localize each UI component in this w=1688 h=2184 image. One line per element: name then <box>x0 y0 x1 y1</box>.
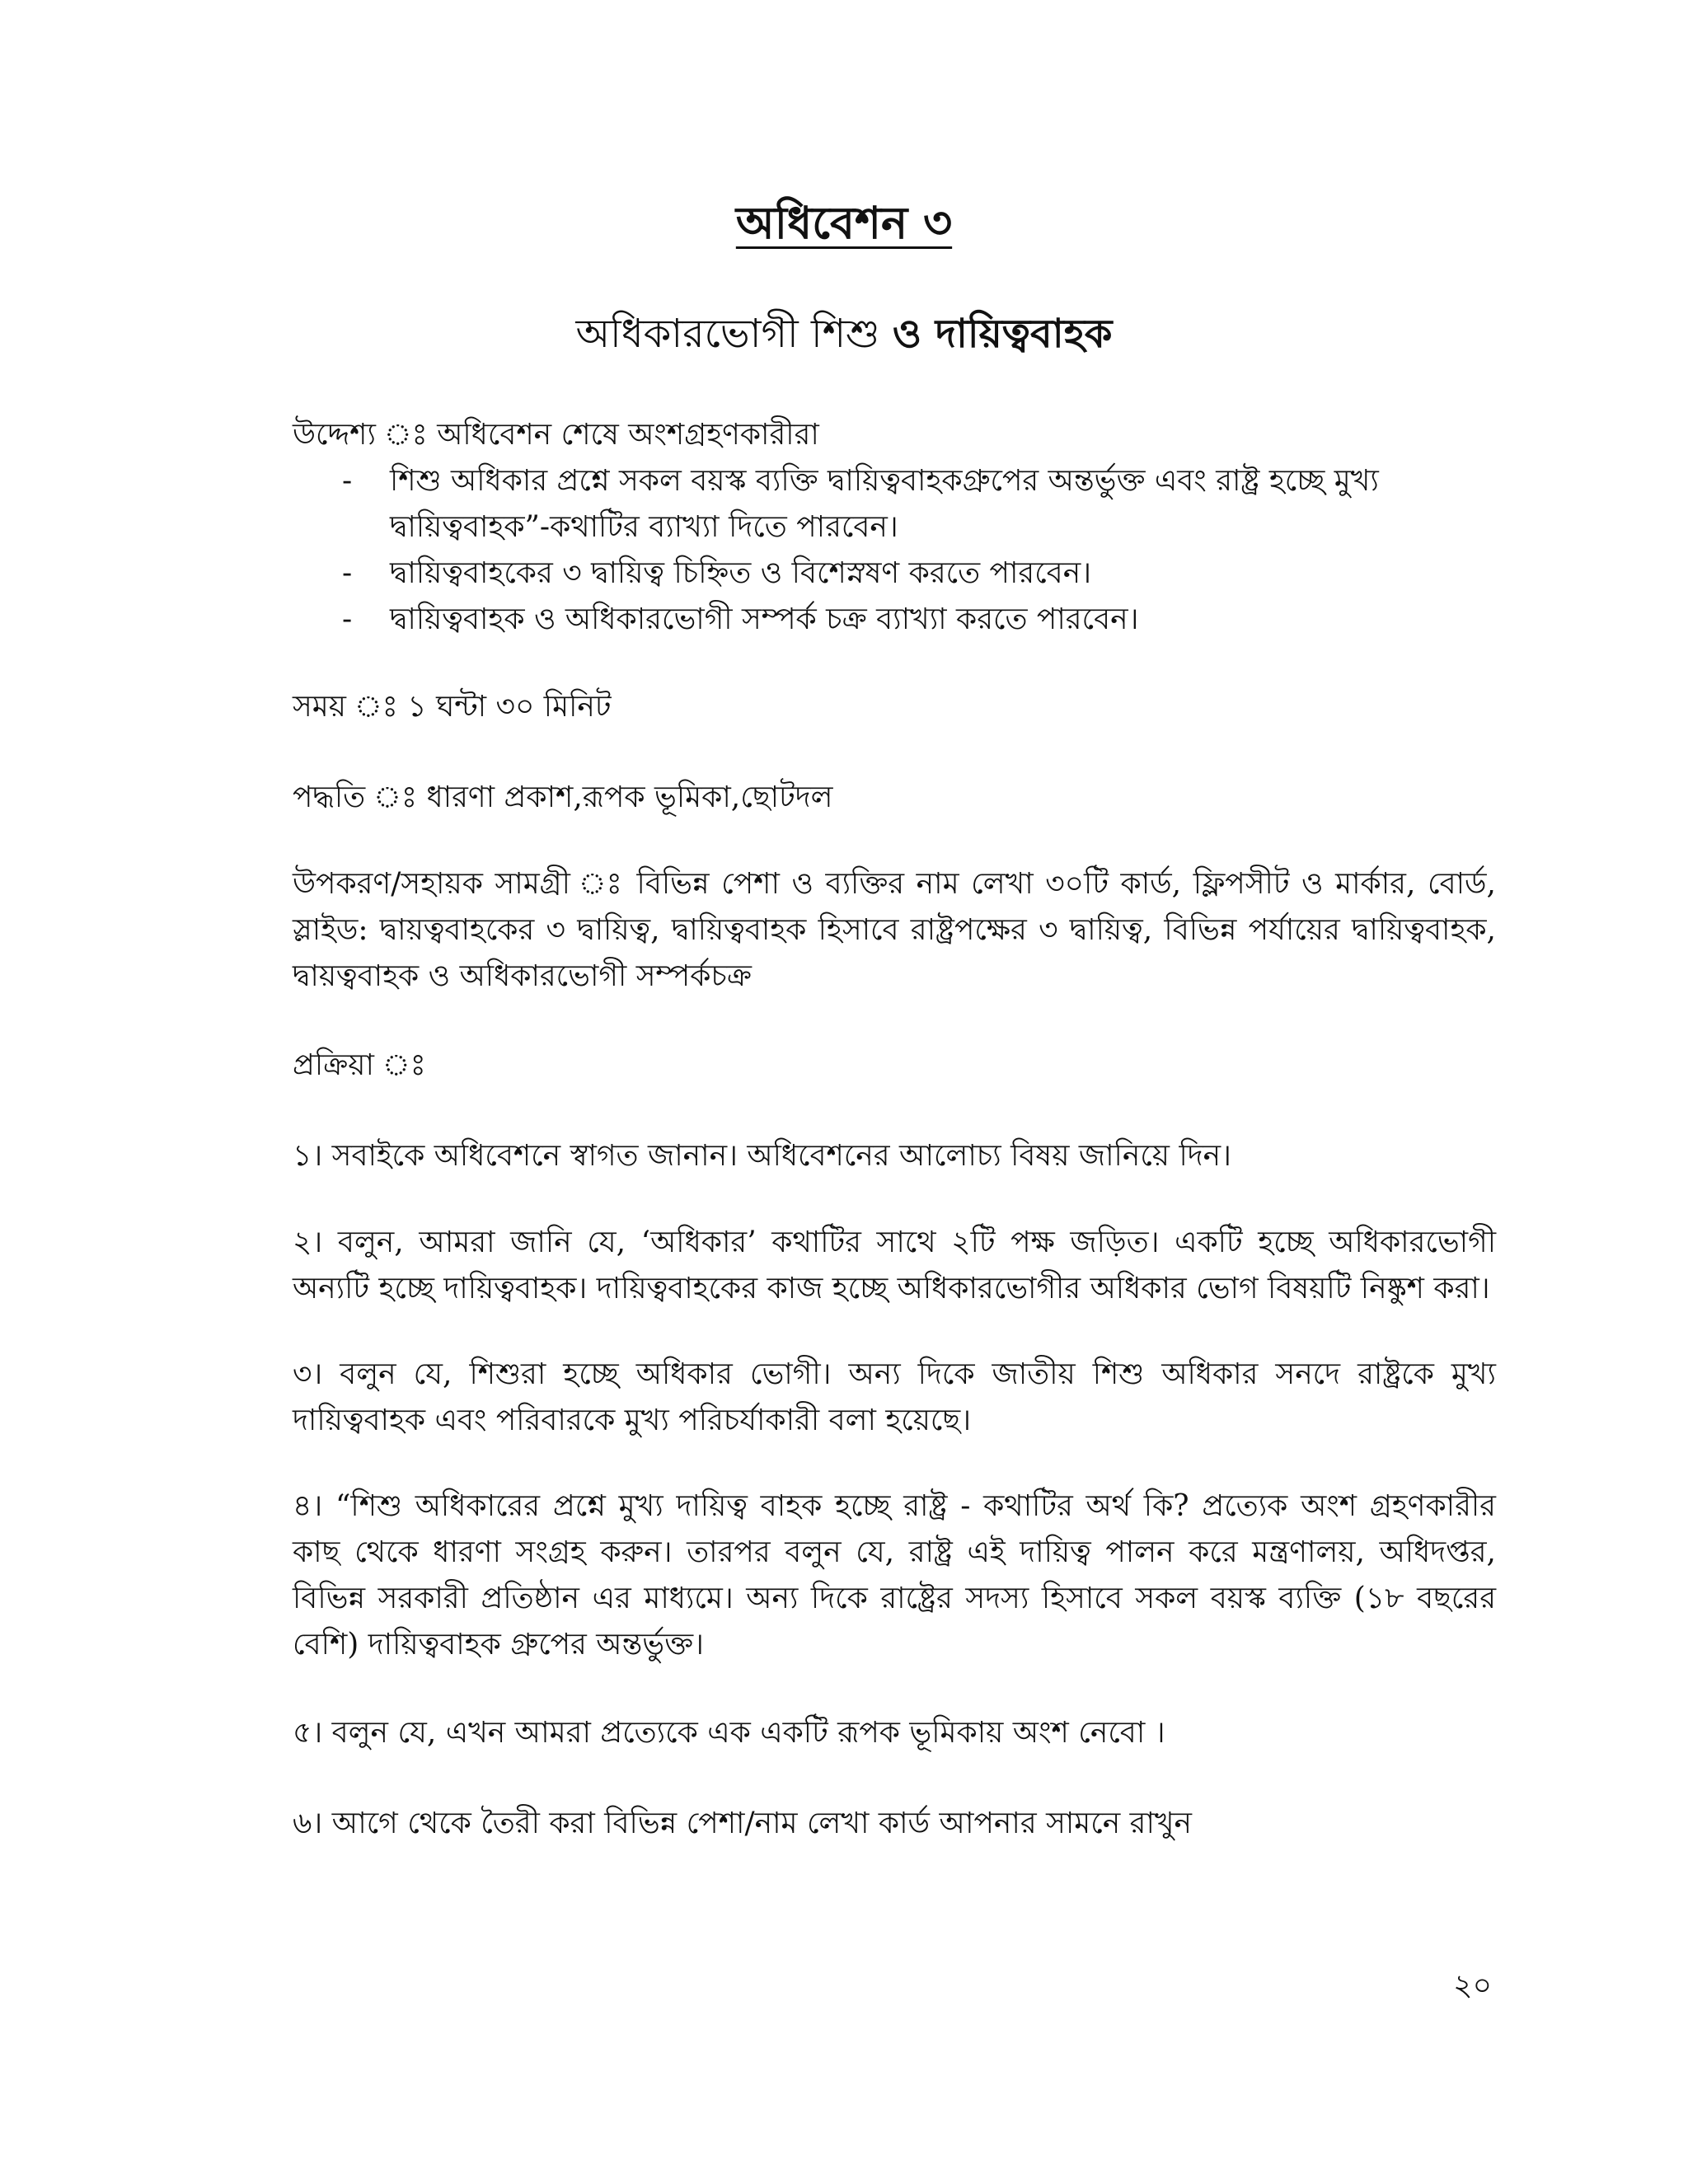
time-line: সময় ঃ ১ ঘন্টা ৩০ মিনিট <box>293 690 612 724</box>
step-4: ৪। “শিশু অধিকারের প্রশ্নে মুখ্য দায়িত্ব বাহক হচ্ছে রাষ্ট্র - কথাটির অর্থ কি? প্রত্যেক অংশ গ্রহণকারীর কাছ থেকে ধারণা সংগ্রহ করুন। তারপর বলুন যে, রাষ্ট্র এই দায়িত্ব পালন করে মন্ত্রণালয়, অধিদপ্তর, বিভিন্ন সরকারী প্রতিষ্ঠান এর মাধ্যমে। অন্য দিকে রাষ্ট্রের সদস্য হিসাবে সকল বয়স্ক ব্যক্তি (১৮ বছরের বেশি) দায়িত্ববাহক গ্রুপের অন্তর্ভুক্ত। <box>293 1489 1496 1661</box>
process-label: প্রক্রিয়া ঃ <box>293 1048 426 1082</box>
subtitle-part-2: ও দায়িত্ববাহক <box>892 311 1113 357</box>
dash-marker: - <box>342 556 353 590</box>
objective-item-text: শিশু অধিকার প্রশ্নে সকল বয়স্ক ব্যক্তি দ্বায়িত্ববাহকগ্রুপের অন্তর্ভুক্ত এবং রাষ্ট্র হচ্ছে মুখ্য দ্বায়িত্ববাহক”-কথাটির ব্যাখ্যা দিতে পারবেন। <box>390 464 1379 544</box>
session-title <box>0 194 1688 251</box>
step-1: ১। সবাইকে অধিবেশনে স্বাগত জানান। অধিবেশনের আলোচ্য বিষয় জানিয়ে দিন। <box>293 1139 1232 1173</box>
objective-item <box>293 597 1496 643</box>
step-2: ২। বলুন, আমরা জানি যে, ‘অধিকার’ কথাটির সাথে ২টি পক্ষ জড়িত। একটি হচ্ছে অধিকারভোগী অন্যটি হচ্ছে দায়িত্ববাহক। দায়িত্ববাহকের কাজ হচ্ছে অধিকারভোগীর অধিকার ভোগ বিষয়টি নিষ্কুশ করা। <box>293 1226 1496 1305</box>
objective-item-text: দ্বায়িত্ববাহকের ৩ দ্বায়িত্ব চিহ্নিত ও বিশেস্নষণ করতে পারবেন। <box>390 556 1092 590</box>
materials-paragraph: উপকরণ/সহায়ক সামগ্রী ঃ বিভিন্ন পেশা ও ব্যক্তির নাম লেখা ৩০টি কার্ড, ফ্লিপসীট ও মার্কার, বোর্ড, স্লাইড: দ্বায়ত্ববাহকের ৩ দ্বায়িত্ব, দ্বায়িত্ববাহক হিসাবে রাষ্ট্রপক্ষের ৩ দ্বায়িত্ব, বিভিন্ন পর্যায়ের দ্বায়িত্ববাহক, দ্বায়ত্ববাহক ও অধিকারভোগী সম্পর্কচক্র <box>293 867 1496 993</box>
step-6: ৬। আগে থেকে তৈরী করা বিভিন্ন পেশা/নাম লেখা কার্ড আপনার সামনে রাখুন <box>293 1807 1193 1840</box>
objective-section <box>293 412 1496 643</box>
objective-item-text: দ্বায়িত্ববাহক ও অধিকারভোগী সম্পর্ক চক্র ব্যাখ্যা করতে পারবেন। <box>390 602 1139 636</box>
dash-marker: - <box>342 464 353 498</box>
subtitle-part-1: অধিকারভোগী শিশু <box>575 311 893 357</box>
dash-marker: - <box>342 602 353 636</box>
objective-list <box>293 458 1496 643</box>
objective-item <box>293 458 1496 551</box>
objective-item <box>293 551 1496 597</box>
method-line: পদ্ধতি ঃ ধারণা প্রকাশ,রূপক ভূমিকা,ছোটদল <box>293 780 833 814</box>
session-subtitle <box>0 305 1688 363</box>
step-3: ৩। বলুন যে, শিশুরা হচ্ছে অধিকার ভোগী। অন্য দিকে জাতীয় শিশু অধিকার সনদে রাষ্ট্রকে মুখ্য দায়িত্ববাহক এবং পরিবারকে মুখ্য পরিচর্যাকারী বলা হয়েছে। <box>293 1357 1496 1437</box>
session-title-text: অধিবেশন ৩ <box>735 196 953 249</box>
step-5: ৫। বলুন যে, এখন আমরা প্রত্যেকে এক একটি রূপক ভূমিকায় অংশ নেবো । <box>293 1716 1165 1750</box>
page-number: ২০ <box>1453 1969 1492 2003</box>
objective-label: উদ্দেশ্য ঃ অধিবেশন শেষে অংশগ্রহণকারীরা <box>293 418 819 452</box>
